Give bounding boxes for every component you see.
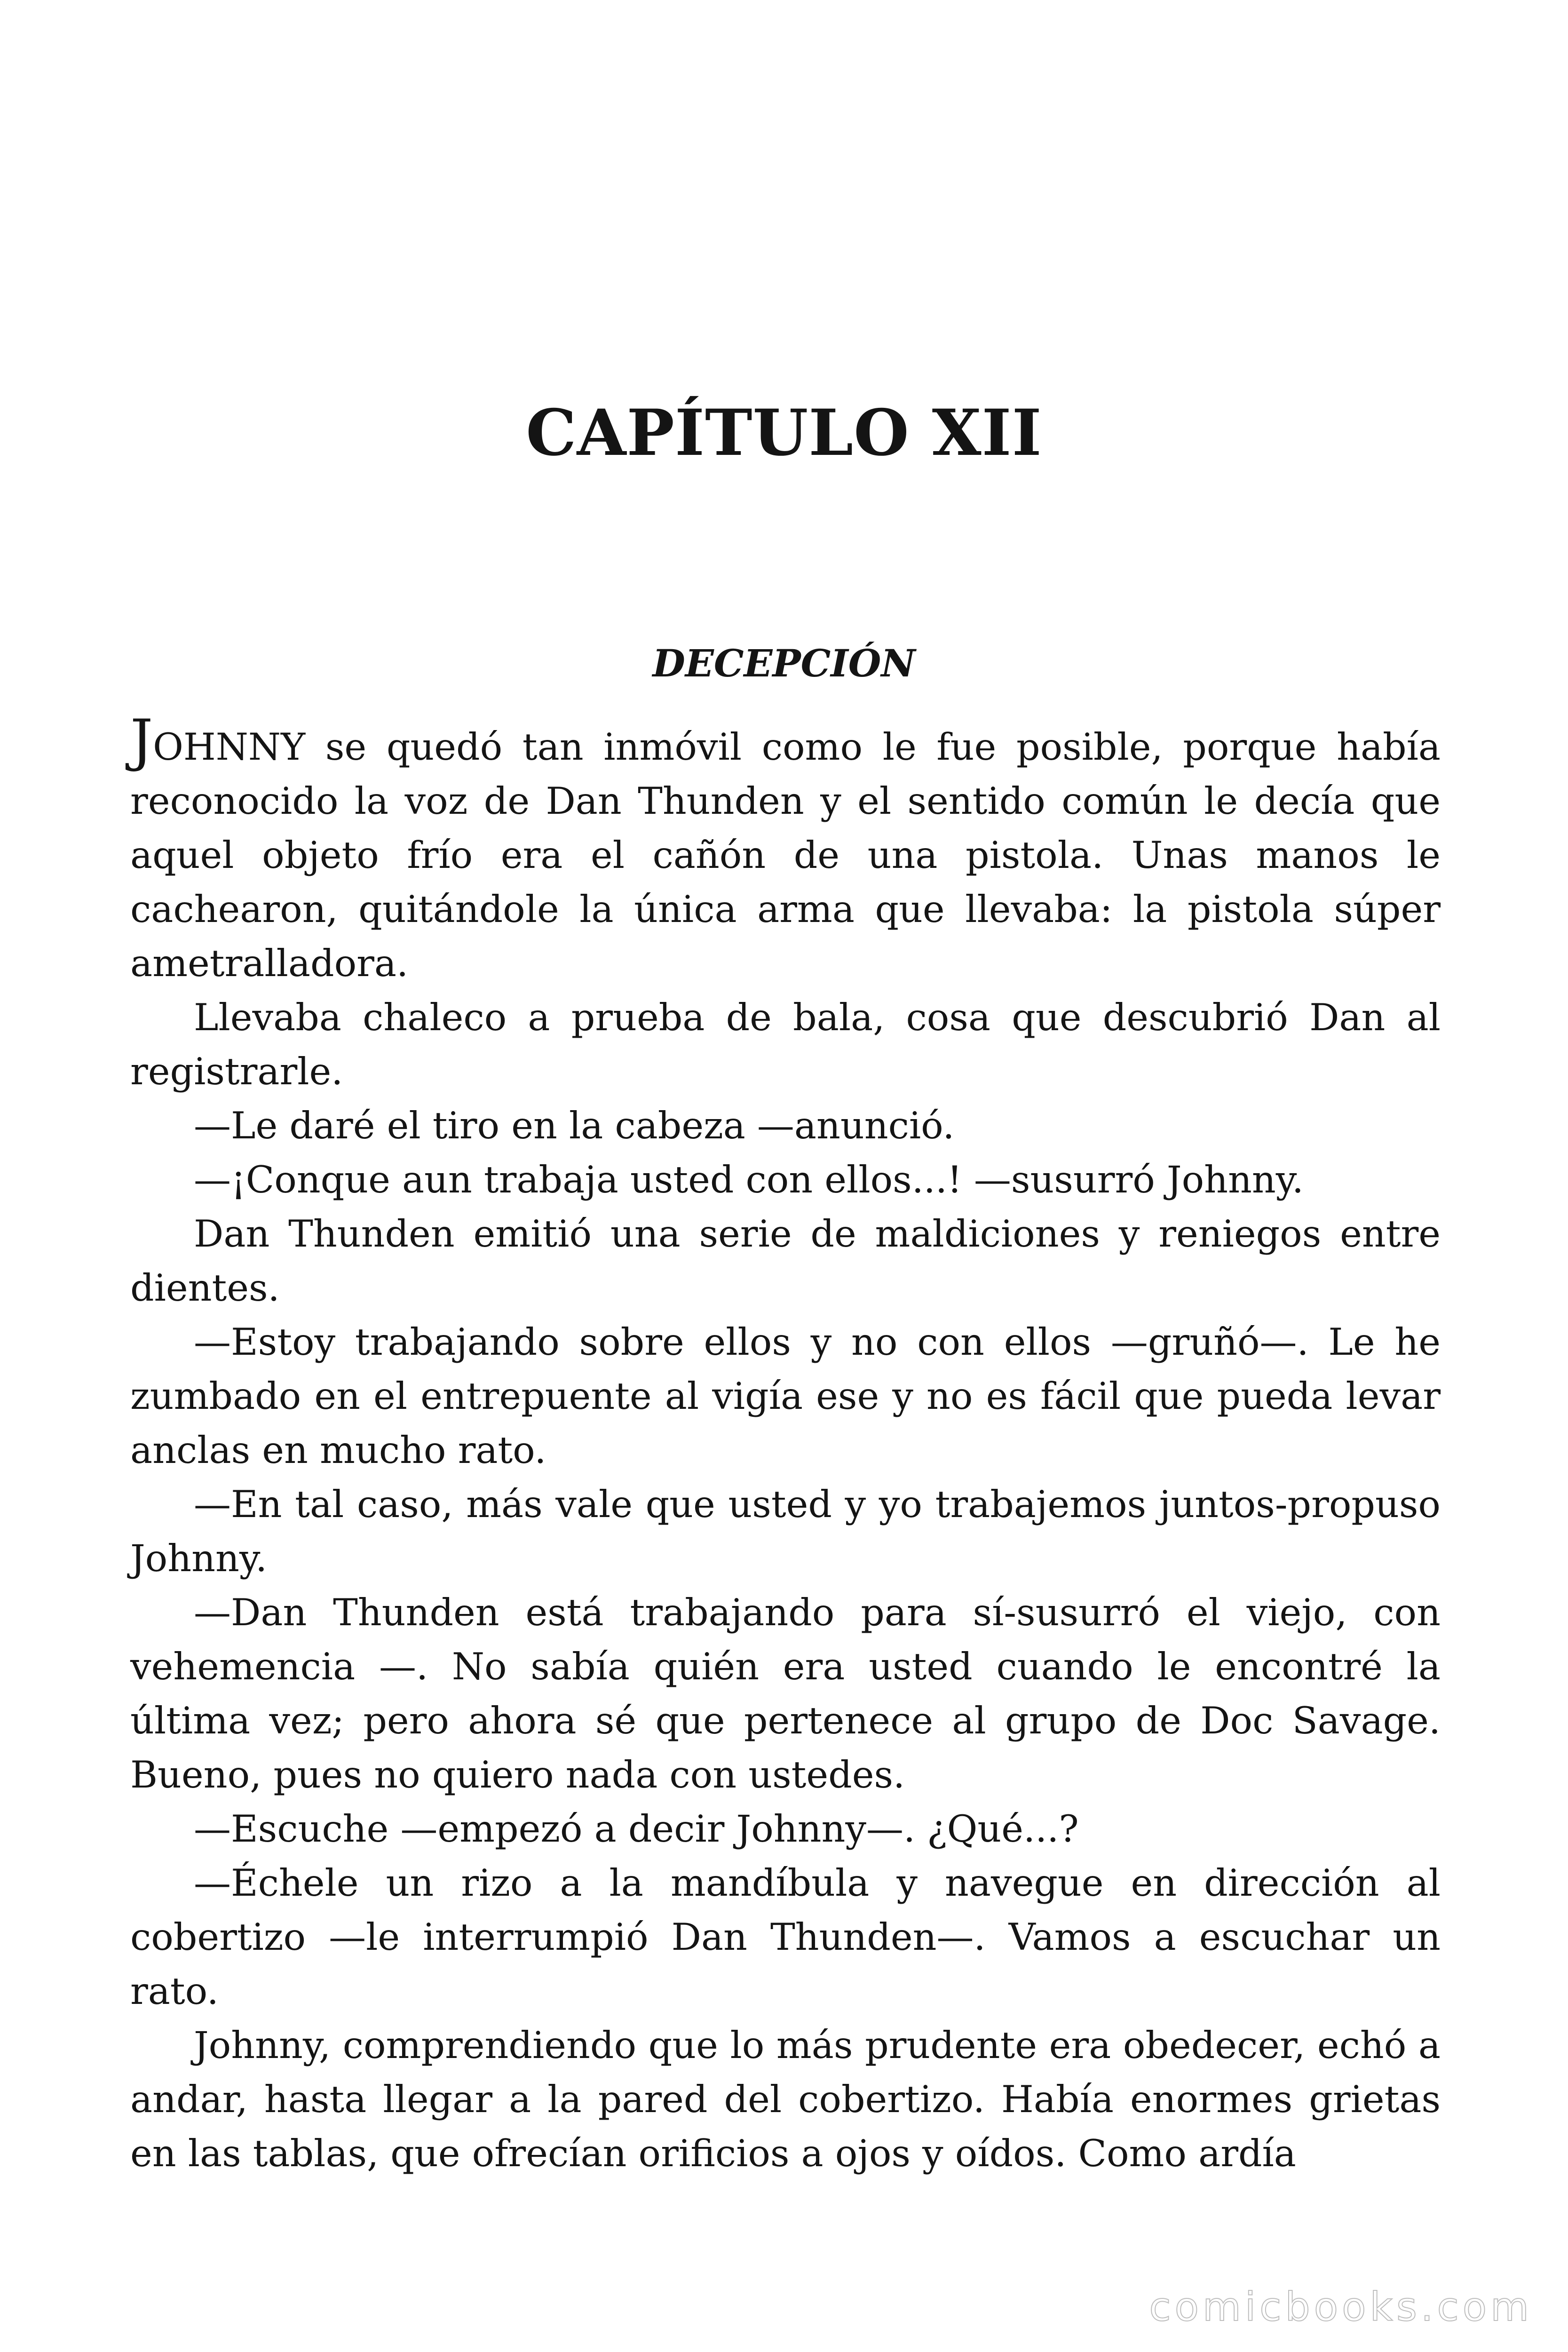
drop-cap-letter: J [130,708,153,773]
chapter-subtitle: DECEPCIÓN [652,641,916,685]
paragraph-10: —Échele un rizo a la mandíbula y navegue en dirección al cobertizo —le interrumpió Dan Thunden—. Vamos a escuchar un rato. [130,1861,1441,2013]
paragraph-1-text: OHNNY se quedó tan inmóvil como le fue posible, porque había reconocido la voz de Dan Thunden y el sentido común le decía que aquel objeto frío era el cañón de una pistola. Unas manos le cachearon, quitándole la única arma que llevaba: la pistola súper ametralladora. [130,725,1441,985]
paragraph-6: —Estoy trabajando sobre ellos y no con ellos —gruñó—. Le he zumbado en el entrepuente al vigía ese y no es fácil que pueda levar anclas en mucho rato. [130,1320,1441,1472]
paragraph-2: Llevaba chaleco a prueba de bala, cosa que descubrió Dan al registrarle. [130,996,1441,1093]
paragraph-4: —¡Conque aun trabaja usted con ellos...! —susurró Johnny. [194,1158,1304,1201]
chapter-body [130,708,1441,2181]
paragraph-8: —Dan Thunden está trabajando para sí-susurró el viejo, con vehemencia —. No sabía quién era usted cuando le encontré la última vez; pero ahora sé que pertenece al grupo de Doc Savage. Bueno, pues no quiero nada con ustedes. [130,1591,1441,1796]
paragraph-9: —Escuche —empezó a decir Johnny—. ¿Qué...? [194,1807,1079,1851]
chapter-title: CAPÍTULO XII [526,395,1042,470]
paragraph-5: Dan Thunden emitió una serie de maldiciones y reniegos entre dientes. [130,1212,1441,1310]
paragraph-7: —En tal caso, más vale que usted y yo trabajemos juntos-propuso Johnny. [130,1483,1441,1580]
paragraph-1 [130,708,1441,991]
paragraph-11: Johnny, comprendiendo que lo más prudente era obedecer, echó a andar, hasta llegar a la pared del cobertizo. Había enormes grietas en las tablas, que ofrecían orificios a ojos y oídos. Como ardía [130,2024,1441,2175]
watermark: comicbooks.com [1149,2284,1533,2330]
paragraph-3: —Le daré el tiro en la cabeza —anunció. [194,1104,955,1147]
